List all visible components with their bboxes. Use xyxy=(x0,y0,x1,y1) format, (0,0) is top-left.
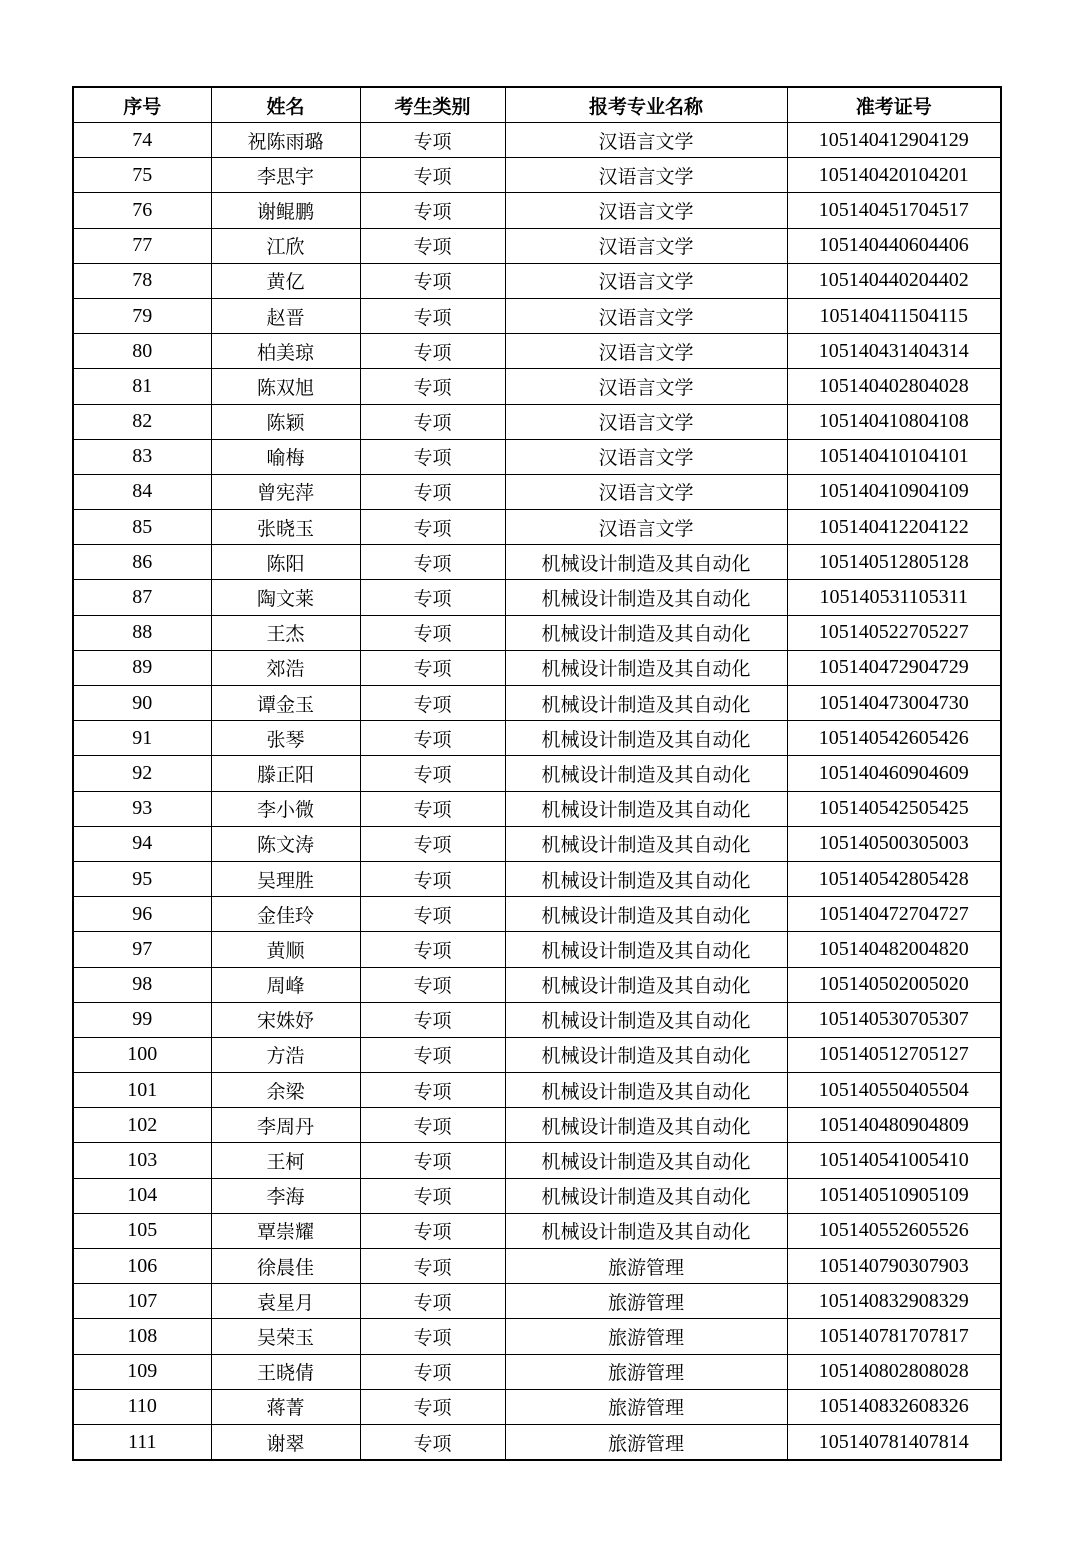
cell-major: 汉语言文学 xyxy=(505,404,787,439)
cell-serial: 104 xyxy=(73,1178,211,1213)
cell-category: 专项 xyxy=(360,369,505,404)
cell-category: 专项 xyxy=(360,580,505,615)
cell-serial: 83 xyxy=(73,439,211,474)
cell-name: 谢鲲鹏 xyxy=(211,193,360,228)
cell-name: 覃崇耀 xyxy=(211,1213,360,1248)
cell-category: 专项 xyxy=(360,1319,505,1354)
table-row xyxy=(73,158,1001,193)
cell-major: 机械设计制造及其自动化 xyxy=(505,1073,787,1108)
cell-major: 汉语言文学 xyxy=(505,510,787,545)
cell-serial: 102 xyxy=(73,1108,211,1143)
cell-serial: 97 xyxy=(73,932,211,967)
cell-category: 专项 xyxy=(360,510,505,545)
cell-category: 专项 xyxy=(360,756,505,791)
cell-category: 专项 xyxy=(360,228,505,263)
table-row xyxy=(73,263,1001,298)
table-row xyxy=(73,228,1001,263)
cell-name: 王晓倩 xyxy=(211,1354,360,1389)
table-row xyxy=(73,791,1001,826)
cell-major: 旅游管理 xyxy=(505,1424,787,1460)
cell-serial: 75 xyxy=(73,158,211,193)
cell-major: 汉语言文学 xyxy=(505,228,787,263)
cell-major: 机械设计制造及其自动化 xyxy=(505,1213,787,1248)
cell-exam-id: 105140832608326 xyxy=(787,1389,1001,1424)
cell-category: 专项 xyxy=(360,1108,505,1143)
cell-category: 专项 xyxy=(360,123,505,158)
cell-major: 机械设计制造及其自动化 xyxy=(505,686,787,721)
cell-serial: 105 xyxy=(73,1213,211,1248)
cell-name: 王柯 xyxy=(211,1143,360,1178)
cell-name: 陈颖 xyxy=(211,404,360,439)
cell-exam-id: 105140460904609 xyxy=(787,756,1001,791)
cell-serial: 110 xyxy=(73,1389,211,1424)
table-row xyxy=(73,967,1001,1002)
cell-exam-id: 105140451704517 xyxy=(787,193,1001,228)
cell-major: 机械设计制造及其自动化 xyxy=(505,615,787,650)
cell-exam-id: 105140502005020 xyxy=(787,967,1001,1002)
table-row xyxy=(73,650,1001,685)
cell-name: 祝陈雨璐 xyxy=(211,123,360,158)
cell-serial: 91 xyxy=(73,721,211,756)
cell-serial: 89 xyxy=(73,650,211,685)
cell-major: 机械设计制造及其自动化 xyxy=(505,1037,787,1072)
table-row xyxy=(73,1213,1001,1248)
cell-serial: 82 xyxy=(73,404,211,439)
table-row xyxy=(73,193,1001,228)
cell-name: 郊浩 xyxy=(211,650,360,685)
cell-category: 专项 xyxy=(360,791,505,826)
cell-exam-id: 105140402804028 xyxy=(787,369,1001,404)
cell-category: 专项 xyxy=(360,650,505,685)
cell-major: 汉语言文学 xyxy=(505,158,787,193)
cell-serial: 88 xyxy=(73,615,211,650)
cell-exam-id: 105140420104201 xyxy=(787,158,1001,193)
header-exam-id: 准考证号 xyxy=(787,87,1001,123)
cell-serial: 92 xyxy=(73,756,211,791)
cell-name: 周峰 xyxy=(211,967,360,1002)
cell-category: 专项 xyxy=(360,545,505,580)
cell-exam-id: 105140552605526 xyxy=(787,1213,1001,1248)
cell-exam-id: 105140410804108 xyxy=(787,404,1001,439)
cell-name: 陈文涛 xyxy=(211,826,360,861)
cell-exam-id: 105140802808028 xyxy=(787,1354,1001,1389)
cell-category: 专项 xyxy=(360,334,505,369)
cell-name: 陈双旭 xyxy=(211,369,360,404)
cell-name: 谭金玉 xyxy=(211,686,360,721)
table-row xyxy=(73,580,1001,615)
cell-name: 李小微 xyxy=(211,791,360,826)
cell-name: 方浩 xyxy=(211,1037,360,1072)
cell-exam-id: 105140512805128 xyxy=(787,545,1001,580)
table-row xyxy=(73,123,1001,158)
cell-serial: 101 xyxy=(73,1073,211,1108)
table-row xyxy=(73,298,1001,333)
cell-exam-id: 105140522705227 xyxy=(787,615,1001,650)
table-row xyxy=(73,1037,1001,1072)
table-row xyxy=(73,826,1001,861)
cell-major: 机械设计制造及其自动化 xyxy=(505,756,787,791)
cell-major: 旅游管理 xyxy=(505,1354,787,1389)
cell-exam-id: 105140472704727 xyxy=(787,897,1001,932)
cell-major: 汉语言文学 xyxy=(505,369,787,404)
cell-exam-id: 105140510905109 xyxy=(787,1178,1001,1213)
cell-exam-id: 105140412904129 xyxy=(787,123,1001,158)
cell-exam-id: 105140473004730 xyxy=(787,686,1001,721)
cell-major: 机械设计制造及其自动化 xyxy=(505,1002,787,1037)
table-row xyxy=(73,1143,1001,1178)
cell-serial: 96 xyxy=(73,897,211,932)
cell-serial: 93 xyxy=(73,791,211,826)
cell-exam-id: 105140530705307 xyxy=(787,1002,1001,1037)
table-row xyxy=(73,1284,1001,1319)
table-row xyxy=(73,861,1001,896)
cell-major: 旅游管理 xyxy=(505,1319,787,1354)
cell-exam-id: 105140512705127 xyxy=(787,1037,1001,1072)
table-body xyxy=(73,123,1001,1461)
cell-major: 机械设计制造及其自动化 xyxy=(505,791,787,826)
cell-serial: 85 xyxy=(73,510,211,545)
cell-name: 柏美琼 xyxy=(211,334,360,369)
cell-major: 汉语言文学 xyxy=(505,298,787,333)
cell-category: 专项 xyxy=(360,1073,505,1108)
cell-name: 谢翠 xyxy=(211,1424,360,1460)
cell-exam-id: 105140542805428 xyxy=(787,861,1001,896)
cell-serial: 74 xyxy=(73,123,211,158)
cell-major: 汉语言文学 xyxy=(505,193,787,228)
cell-serial: 90 xyxy=(73,686,211,721)
cell-serial: 84 xyxy=(73,474,211,509)
cell-exam-id: 105140542605426 xyxy=(787,721,1001,756)
cell-category: 专项 xyxy=(360,404,505,439)
cell-major: 机械设计制造及其自动化 xyxy=(505,967,787,1002)
cell-exam-id: 105140412204122 xyxy=(787,510,1001,545)
header-category: 考生类别 xyxy=(360,87,505,123)
cell-category: 专项 xyxy=(360,1354,505,1389)
cell-serial: 78 xyxy=(73,263,211,298)
cell-serial: 76 xyxy=(73,193,211,228)
table-row xyxy=(73,932,1001,967)
cell-exam-id: 105140781407814 xyxy=(787,1424,1001,1460)
cell-exam-id: 105140550405504 xyxy=(787,1073,1001,1108)
cell-category: 专项 xyxy=(360,1213,505,1248)
cell-major: 汉语言文学 xyxy=(505,263,787,298)
cell-exam-id: 105140472904729 xyxy=(787,650,1001,685)
cell-major: 机械设计制造及其自动化 xyxy=(505,545,787,580)
cell-major: 机械设计制造及其自动化 xyxy=(505,897,787,932)
cell-name: 金佳玲 xyxy=(211,897,360,932)
cell-major: 机械设计制造及其自动化 xyxy=(505,826,787,861)
cell-category: 专项 xyxy=(360,193,505,228)
cell-name: 喻梅 xyxy=(211,439,360,474)
cell-name: 宋姝妤 xyxy=(211,1002,360,1037)
cell-serial: 86 xyxy=(73,545,211,580)
cell-category: 专项 xyxy=(360,263,505,298)
cell-serial: 79 xyxy=(73,298,211,333)
cell-category: 专项 xyxy=(360,686,505,721)
cell-exam-id: 105140482004820 xyxy=(787,932,1001,967)
cell-serial: 99 xyxy=(73,1002,211,1037)
header-name: 姓名 xyxy=(211,87,360,123)
table-row xyxy=(73,439,1001,474)
cell-exam-id: 105140781707817 xyxy=(787,1319,1001,1354)
cell-name: 赵晋 xyxy=(211,298,360,333)
cell-serial: 80 xyxy=(73,334,211,369)
cell-name: 陶文莱 xyxy=(211,580,360,615)
cell-category: 专项 xyxy=(360,932,505,967)
cell-serial: 77 xyxy=(73,228,211,263)
cell-exam-id: 105140411504115 xyxy=(787,298,1001,333)
cell-serial: 106 xyxy=(73,1249,211,1284)
cell-serial: 107 xyxy=(73,1284,211,1319)
cell-category: 专项 xyxy=(360,1037,505,1072)
cell-name: 余梁 xyxy=(211,1073,360,1108)
cell-name: 蒋菁 xyxy=(211,1389,360,1424)
cell-exam-id: 105140542505425 xyxy=(787,791,1001,826)
candidate-table xyxy=(72,86,1002,1461)
cell-major: 机械设计制造及其自动化 xyxy=(505,861,787,896)
cell-exam-id: 105140480904809 xyxy=(787,1108,1001,1143)
table-row xyxy=(73,1354,1001,1389)
cell-name: 李思宇 xyxy=(211,158,360,193)
cell-major: 机械设计制造及其自动化 xyxy=(505,721,787,756)
cell-exam-id: 105140531105311 xyxy=(787,580,1001,615)
cell-serial: 87 xyxy=(73,580,211,615)
cell-category: 专项 xyxy=(360,1424,505,1460)
cell-category: 专项 xyxy=(360,158,505,193)
cell-major: 汉语言文学 xyxy=(505,474,787,509)
cell-category: 专项 xyxy=(360,1249,505,1284)
cell-name: 吴理胜 xyxy=(211,861,360,896)
cell-name: 张琴 xyxy=(211,721,360,756)
cell-serial: 94 xyxy=(73,826,211,861)
cell-category: 专项 xyxy=(360,298,505,333)
cell-serial: 100 xyxy=(73,1037,211,1072)
cell-exam-id: 105140440204402 xyxy=(787,263,1001,298)
table-row xyxy=(73,1249,1001,1284)
cell-category: 专项 xyxy=(360,1389,505,1424)
cell-name: 吴荣玉 xyxy=(211,1319,360,1354)
cell-major: 旅游管理 xyxy=(505,1249,787,1284)
cell-major: 机械设计制造及其自动化 xyxy=(505,650,787,685)
table-row xyxy=(73,369,1001,404)
cell-serial: 95 xyxy=(73,861,211,896)
cell-serial: 98 xyxy=(73,967,211,1002)
cell-exam-id: 105140410104101 xyxy=(787,439,1001,474)
cell-name: 徐晨佳 xyxy=(211,1249,360,1284)
cell-major: 汉语言文学 xyxy=(505,123,787,158)
cell-category: 专项 xyxy=(360,439,505,474)
cell-name: 黄亿 xyxy=(211,263,360,298)
cell-major: 机械设计制造及其自动化 xyxy=(505,580,787,615)
cell-category: 专项 xyxy=(360,474,505,509)
cell-exam-id: 105140541005410 xyxy=(787,1143,1001,1178)
cell-exam-id: 105140500305003 xyxy=(787,826,1001,861)
cell-serial: 81 xyxy=(73,369,211,404)
cell-name: 滕正阳 xyxy=(211,756,360,791)
table-row xyxy=(73,721,1001,756)
cell-serial: 103 xyxy=(73,1143,211,1178)
cell-category: 专项 xyxy=(360,1143,505,1178)
table-row xyxy=(73,545,1001,580)
table-row xyxy=(73,1002,1001,1037)
cell-category: 专项 xyxy=(360,861,505,896)
cell-category: 专项 xyxy=(360,1284,505,1319)
cell-name: 李海 xyxy=(211,1178,360,1213)
cell-category: 专项 xyxy=(360,721,505,756)
cell-major: 机械设计制造及其自动化 xyxy=(505,932,787,967)
cell-category: 专项 xyxy=(360,615,505,650)
cell-exam-id: 105140790307903 xyxy=(787,1249,1001,1284)
table-row xyxy=(73,615,1001,650)
cell-name: 江欣 xyxy=(211,228,360,263)
cell-major: 旅游管理 xyxy=(505,1284,787,1319)
cell-major: 汉语言文学 xyxy=(505,334,787,369)
cell-category: 专项 xyxy=(360,967,505,1002)
cell-name: 黄顺 xyxy=(211,932,360,967)
cell-major: 机械设计制造及其自动化 xyxy=(505,1108,787,1143)
table-row xyxy=(73,686,1001,721)
table-row xyxy=(73,1389,1001,1424)
cell-category: 专项 xyxy=(360,897,505,932)
table-row xyxy=(73,1108,1001,1143)
cell-exam-id: 105140440604406 xyxy=(787,228,1001,263)
table-row xyxy=(73,1073,1001,1108)
cell-exam-id: 105140832908329 xyxy=(787,1284,1001,1319)
cell-category: 专项 xyxy=(360,826,505,861)
cell-name: 袁星月 xyxy=(211,1284,360,1319)
cell-name: 陈阳 xyxy=(211,545,360,580)
cell-category: 专项 xyxy=(360,1002,505,1037)
cell-major: 旅游管理 xyxy=(505,1389,787,1424)
table-row xyxy=(73,756,1001,791)
cell-major: 汉语言文学 xyxy=(505,439,787,474)
cell-exam-id: 105140410904109 xyxy=(787,474,1001,509)
cell-major: 机械设计制造及其自动化 xyxy=(505,1143,787,1178)
header-serial: 序号 xyxy=(73,87,211,123)
cell-category: 专项 xyxy=(360,1178,505,1213)
cell-name: 王杰 xyxy=(211,615,360,650)
cell-exam-id: 105140431404314 xyxy=(787,334,1001,369)
table-row xyxy=(73,1178,1001,1213)
table-header-row xyxy=(73,87,1001,123)
table-row xyxy=(73,1424,1001,1460)
table-row xyxy=(73,404,1001,439)
table-row xyxy=(73,334,1001,369)
cell-name: 李周丹 xyxy=(211,1108,360,1143)
table-row xyxy=(73,510,1001,545)
cell-serial: 109 xyxy=(73,1354,211,1389)
cell-serial: 108 xyxy=(73,1319,211,1354)
table-row xyxy=(73,474,1001,509)
cell-serial: 111 xyxy=(73,1424,211,1460)
cell-name: 曾宪萍 xyxy=(211,474,360,509)
table-row xyxy=(73,1319,1001,1354)
table-row xyxy=(73,897,1001,932)
header-major: 报考专业名称 xyxy=(505,87,787,123)
cell-name: 张晓玉 xyxy=(211,510,360,545)
cell-major: 机械设计制造及其自动化 xyxy=(505,1178,787,1213)
